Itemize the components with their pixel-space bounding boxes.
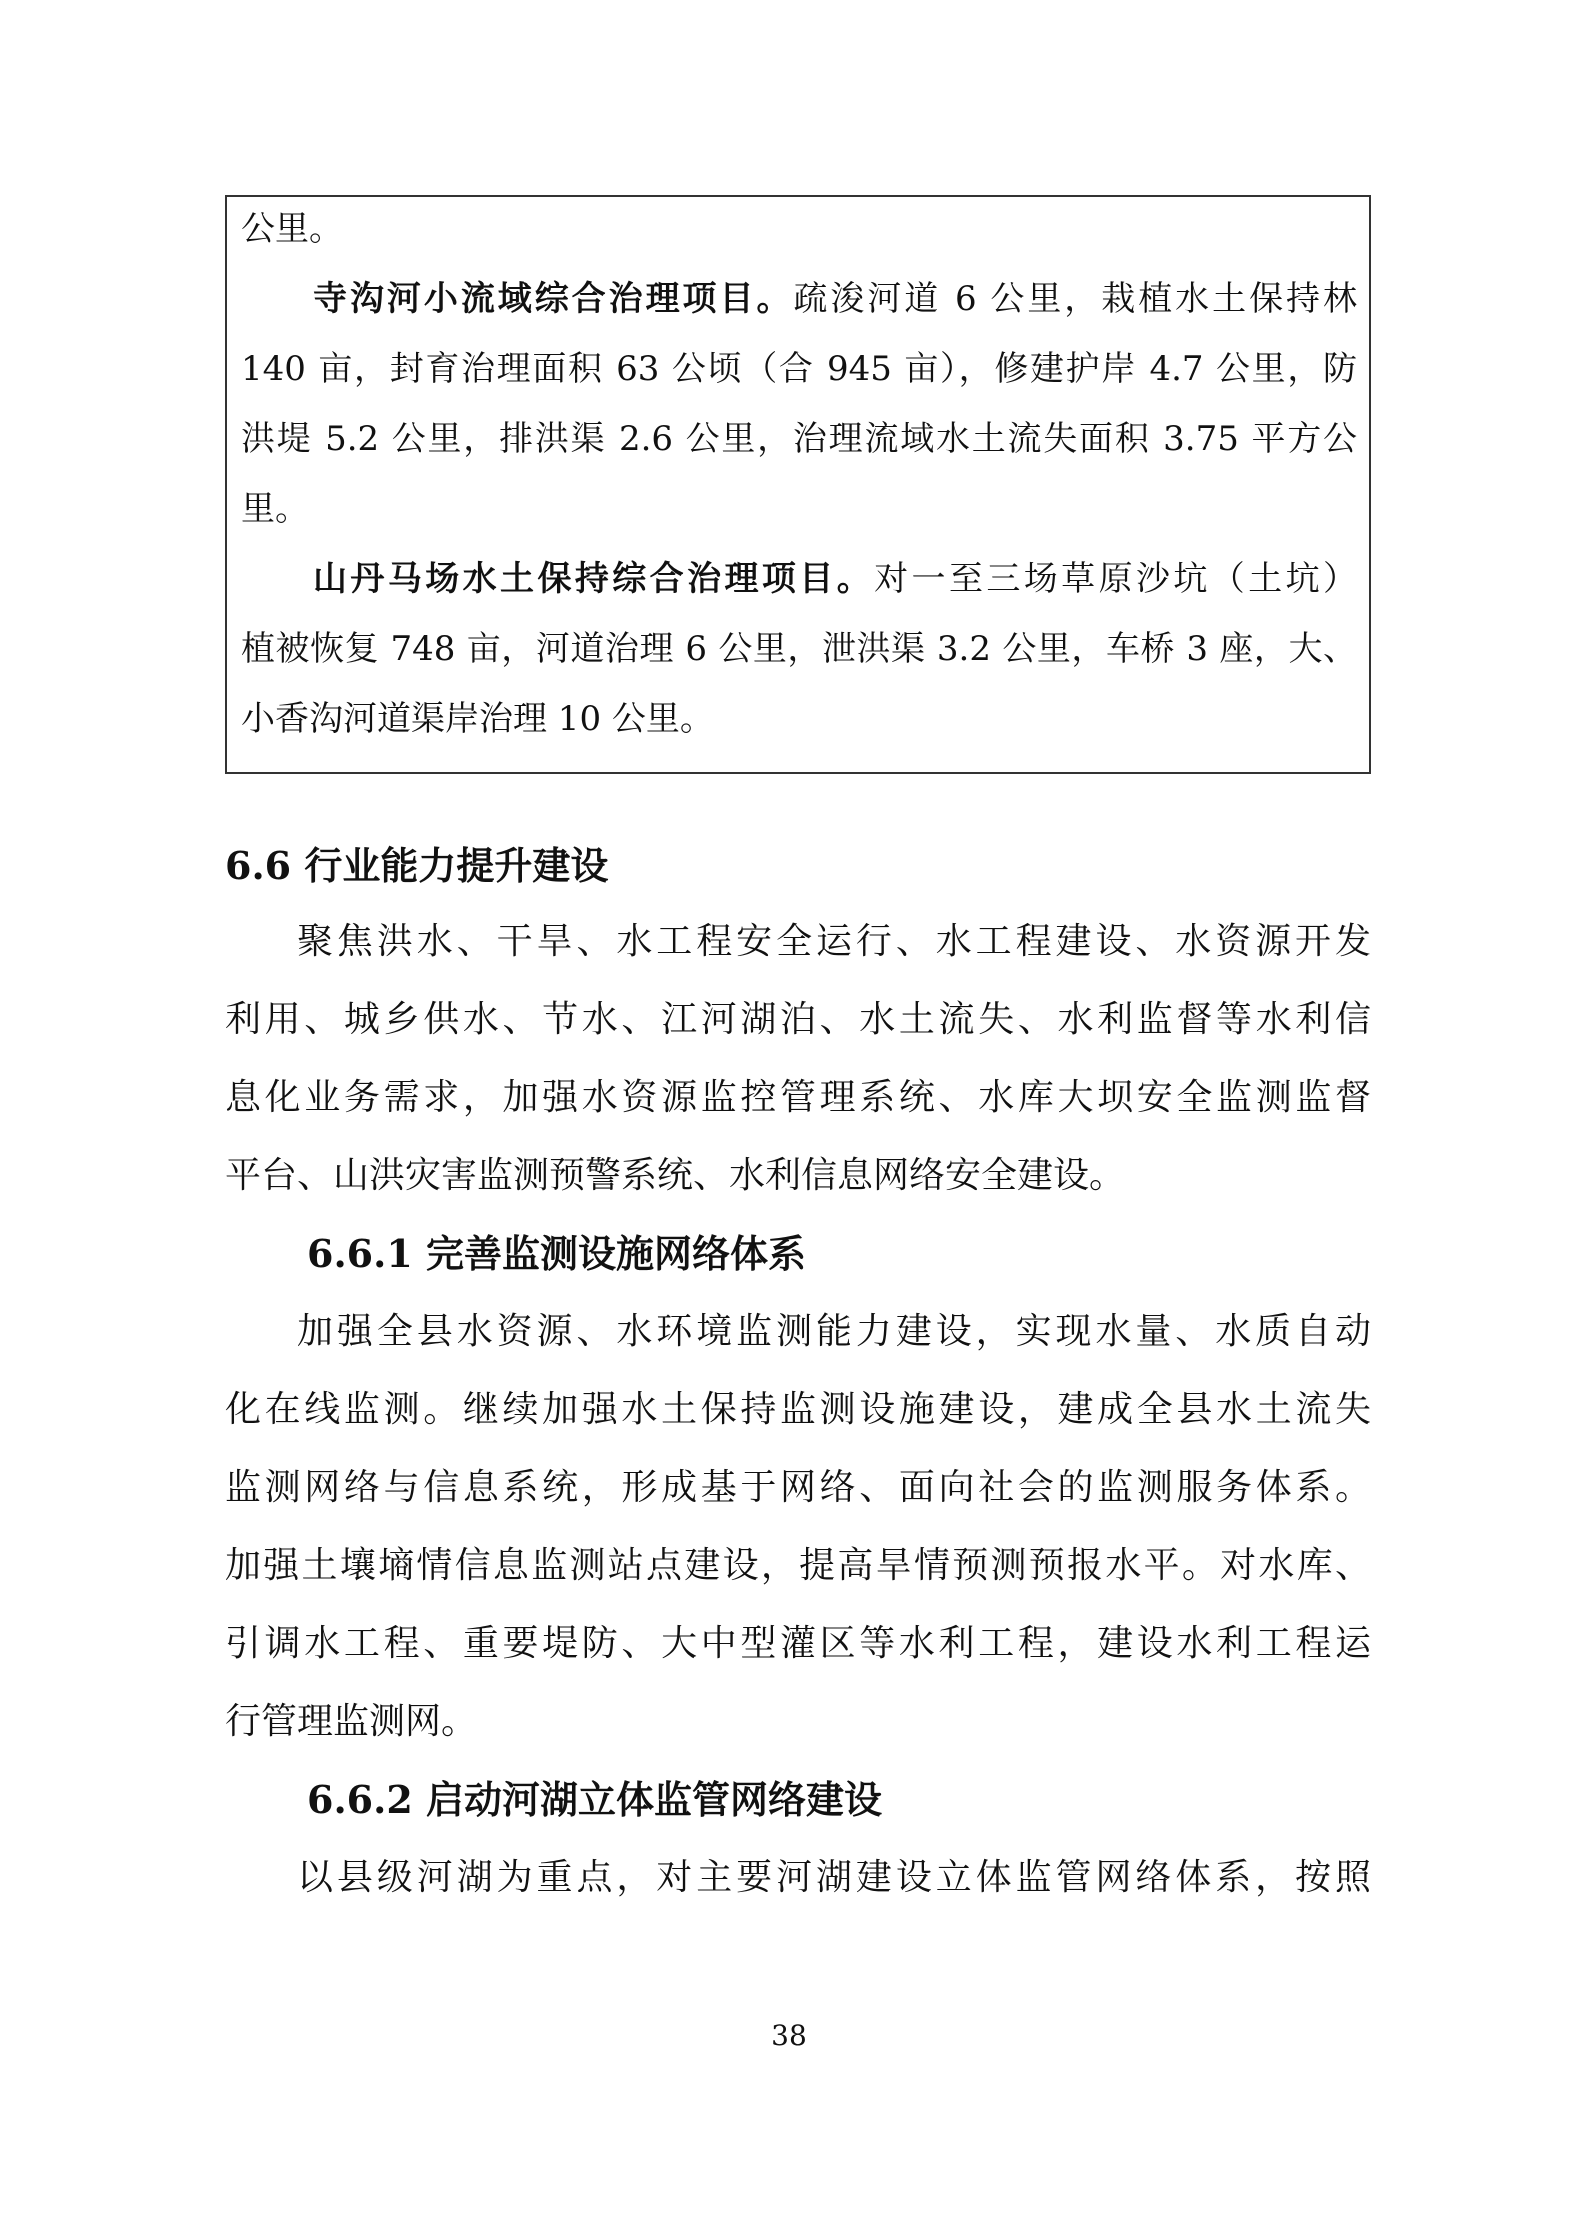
section-heading-6-6-2: 6.6.2 启动河湖立体监管网络建设: [307, 1777, 883, 1822]
paragraph-line: 行管理监测网。: [225, 1701, 478, 1742]
paragraph-line: 监测网络与信息系统，形成基于网络、面向社会的监测服务体系。: [225, 1467, 1371, 1508]
box-line: [313, 277, 1357, 321]
project-title: 寺沟河小流域综合治理项目。: [313, 279, 794, 319]
paragraph-line: 加强全县水资源、水环境监测能力建设，实现水量、水质自动: [297, 1311, 1371, 1352]
paragraph-line: 引调水工程、重要堤防、大中型灌区等水利工程，建设水利工程运: [225, 1623, 1371, 1664]
box-line: [313, 557, 1357, 601]
box-line: 小香沟河道渠岸治理 10 公里。: [241, 699, 714, 739]
box-line: 洪堤 5.2 公里，排洪渠 2.6 公里，治理流域水土流失面积 3.75 平方公: [241, 419, 1357, 459]
box-line: 公里。: [241, 209, 343, 249]
section-heading-6-6-1: 6.6.1 完善监测设施网络体系: [307, 1231, 807, 1276]
paragraph-line: 化在线监测。继续加强水土保持监测设施建设，建成全县水土流失: [225, 1389, 1371, 1430]
project-summary-box: [225, 195, 1371, 774]
project-text: 疏浚河道 6 公里，栽植水土保持林: [793, 279, 1357, 319]
section-heading-6-6: 6.6 行业能力提升建设: [225, 843, 609, 888]
box-line: 里。: [241, 489, 309, 529]
box-line: 140 亩，封育治理面积 63 公顷（合 945 亩），修建护岸 4.7 公里，防: [241, 349, 1357, 389]
box-line: 植被恢复 748 亩，河道治理 6 公里，泄洪渠 3.2 公里，车桥 3 座，大、: [241, 629, 1357, 669]
paragraph-line: 加强土壤墒情信息监测站点建设，提高旱情预测预报水平。对水库、: [225, 1545, 1371, 1586]
paragraph-line: 聚焦洪水、干旱、水工程安全运行、水工程建设、水资源开发: [297, 921, 1371, 962]
paragraph-line: 以县级河湖为重点，对主要河湖建设立体监管网络体系，按照: [297, 1857, 1371, 1898]
project-title: 山丹马场水土保持综合治理项目。: [313, 559, 875, 599]
page-number: 38: [771, 2019, 807, 2052]
paragraph-line: 息化业务需求，加强水资源监控管理系统、水库大坝安全监测监督: [225, 1077, 1371, 1118]
project-text: 对一至三场草原沙坑（土坑）: [874, 559, 1358, 599]
paragraph-line: 利用、城乡供水、节水、江河湖泊、水土流失、水利监督等水利信: [225, 999, 1371, 1040]
paragraph-line: 平台、山洪灾害监测预警系统、水利信息网络安全建设。: [225, 1155, 1126, 1196]
